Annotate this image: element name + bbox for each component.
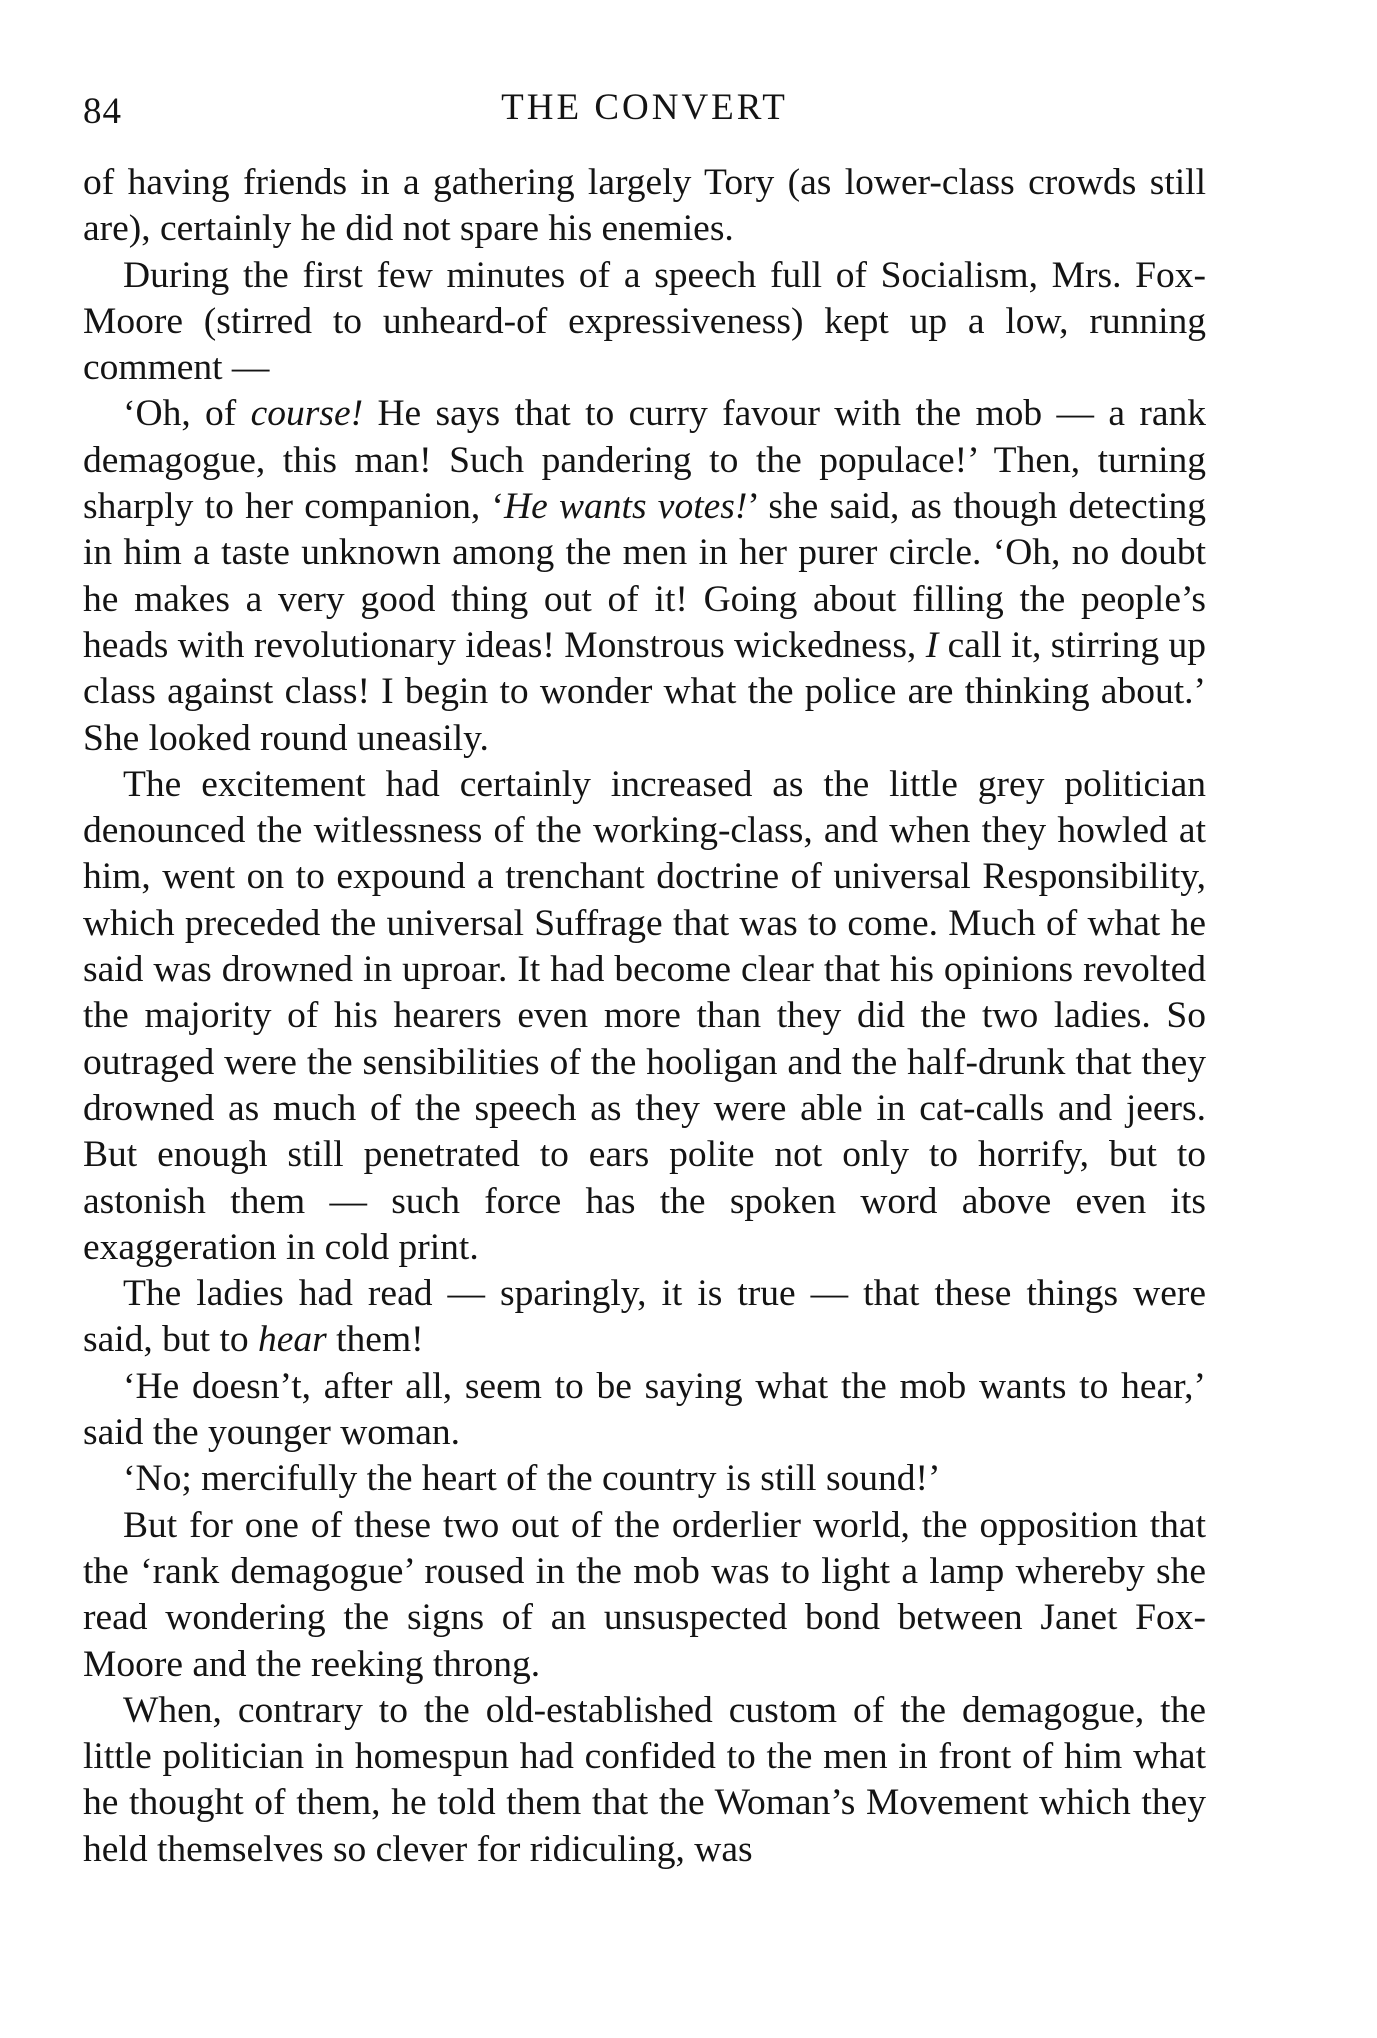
paragraph-3-part-a: ‘Oh, of	[123, 393, 251, 435]
paragraph-3-italic-i: I	[925, 624, 939, 666]
paragraph-5-italic-hear: hear	[258, 1319, 327, 1361]
paragraph-8: But for one of these two out of the orderlier world, the opposition that the ‘rank demagogue’ roused in the mob was to light a lamp whereby she read wondering the signs of an unsuspected bond between Janet Fox-Moore and the reeking throng.	[83, 1504, 1206, 1685]
paragraph-3-part-g: call it, stirring up class against class! I begin to wonder what the police are thinking about.’ She looked round uneasily.	[83, 624, 1206, 759]
paragraph-7: ‘No; mercifully the heart of the country is still sound!’	[123, 1458, 941, 1500]
paragraph-4: The excitement had certainly increased as the little grey politician denounced the witlessness of the working-class, and when they howled at him, went on to expound a trenchant doctrine of universal Responsibility, which preceded the universal Suffrage that was to come. Much of what he said was drowned in uproar. It had become clear that his opinions revolted the majority of his hearers even more than they did the two ladies. So outraged were the sensibilities of the hooligan and the half-drunk that they drowned as much of the speech as they were able in cat-calls and jeers. But enough still penetrated to ears polite not only to horrify, but to astonish them — such force has the spoken word above even its exaggeration in cold print.	[83, 763, 1206, 1268]
page-number: 84	[83, 91, 122, 132]
paragraph-1: of having friends in a gathering largely Tory (as lower-class crowds still are), certainly he did not spare his enemies.	[83, 162, 1206, 250]
paragraph-3-part-c: He says that to curry favour with the mob — a rank demagogue, this man! Such pandering to the populace!’ Then, turning sharply to her companion, ‘	[83, 393, 1207, 528]
paragraph-2: During the first few minutes of a speech full of Socialism, Mrs. Fox-Moore (stirred to unheard-of expressiveness) kept up a low, running comment —	[83, 254, 1206, 389]
paragraph-9: When, contrary to the old-established custom of the demagogue, the little politician in homespun had confided to the men in front of him what he thought of them, he told them that the Woman’s Movement which they held themselves so clever for ridiculing, was	[83, 1689, 1206, 1870]
book-page	[83, 60, 1206, 1873]
paragraph-5	[83, 1271, 1206, 1364]
paragraph-6: ‘He doesn’t, after all, seem to be saying what the mob wants to hear,’ said the younger woman.	[83, 1365, 1206, 1454]
running-title: THE CONVERT	[501, 87, 788, 128]
body-text	[83, 160, 1206, 1873]
paragraph-5-part-a: The ladies had read — sparingly, it is true — that these things were said, but to	[83, 1273, 1206, 1361]
paragraph-3-italic-he-wants-votes: He wants votes!	[504, 486, 748, 528]
running-head	[83, 60, 1206, 160]
paragraph-5-part-c: them!	[326, 1319, 424, 1361]
paragraph-3-part-e: ’ she said, as though detecting in him a taste unknown among the men in her purer circle. ‘Oh, no doubt he makes a very good thing out of it! Going about filling the people’s heads with revolutionary ideas! Monstrous wickedness,	[83, 486, 1206, 666]
paragraph-3-italic-course: course!	[250, 393, 364, 435]
paragraph-3	[83, 391, 1206, 761]
